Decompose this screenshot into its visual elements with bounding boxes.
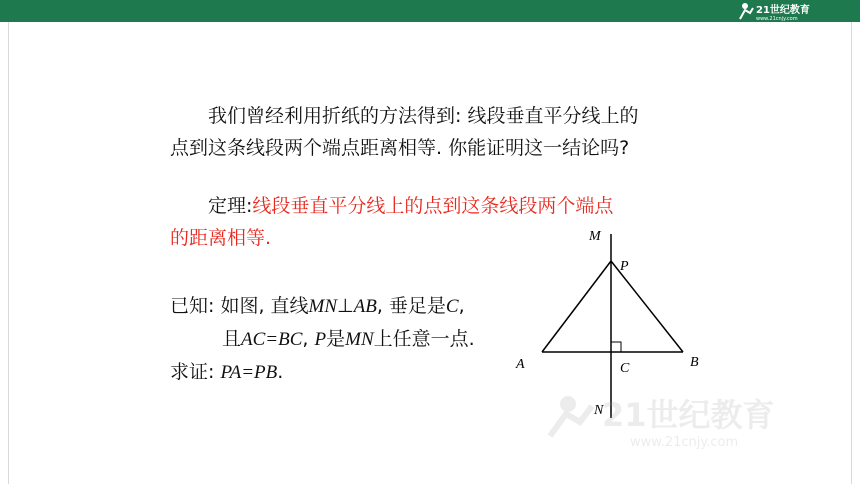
- given-p: P: [314, 329, 327, 350]
- label-b: B: [690, 355, 699, 370]
- given-perp: ⊥: [337, 295, 354, 317]
- given-is: 是: [326, 328, 346, 350]
- label-a: A: [516, 357, 525, 372]
- given-line-2: [170, 323, 475, 356]
- given-ac-bc: AC=BC: [241, 329, 303, 350]
- label-m: M: [589, 229, 601, 244]
- prove-statement: PA=PB: [220, 362, 278, 383]
- segment-pb: [611, 261, 683, 352]
- given-mn-2: MN: [345, 329, 374, 350]
- logo-sub: www.21cnjy.com: [756, 16, 798, 21]
- frame-right: [851, 22, 852, 484]
- watermark-logo: [540, 390, 840, 450]
- watermark-text: 21世纪教育: [602, 396, 775, 434]
- theorem-text-b: 的距离相等.: [170, 227, 272, 249]
- given-and: 且: [222, 328, 242, 350]
- given-comma: ,: [458, 295, 465, 317]
- given-rest: 上任意一点.: [373, 328, 475, 350]
- top-bar: [0, 0, 860, 22]
- prove-prefix: 求证:: [170, 361, 221, 383]
- label-n: N: [594, 403, 604, 418]
- given-and-prove: [170, 290, 475, 389]
- prove-dot: .: [277, 361, 284, 383]
- given-ab: AB: [353, 296, 377, 317]
- logo-text: 21世纪教育: [756, 5, 810, 16]
- problem-line-2: 点到这条线段两个端点距离相等. 你能证明这一结论吗?: [170, 137, 630, 159]
- segment-pa: [542, 261, 611, 352]
- theorem-text-a: 线段垂直平分线上的点到这条线段两个端点: [252, 195, 614, 217]
- label-p: P: [620, 259, 629, 274]
- given-prefix: 已知: 如图, 直线: [170, 295, 309, 317]
- brand-logo: [736, 1, 824, 21]
- theorem-label: 定理:: [208, 195, 253, 217]
- prove-line: [170, 356, 475, 389]
- right-angle-mark: [611, 342, 621, 352]
- problem-text: [170, 100, 730, 164]
- given-c: C: [445, 296, 459, 317]
- given-sep: ,: [302, 328, 315, 350]
- label-c: C: [620, 361, 630, 376]
- given-mn: MN: [308, 296, 338, 317]
- given-mid: , 垂足是: [376, 295, 446, 317]
- watermark-sub: www.21cnjy.com: [630, 435, 739, 450]
- problem-line-1: 我们曾经利用折纸的方法得到: 线段垂直平分线上的: [208, 105, 639, 127]
- frame-left: [8, 22, 9, 484]
- given-line-1: [170, 290, 475, 323]
